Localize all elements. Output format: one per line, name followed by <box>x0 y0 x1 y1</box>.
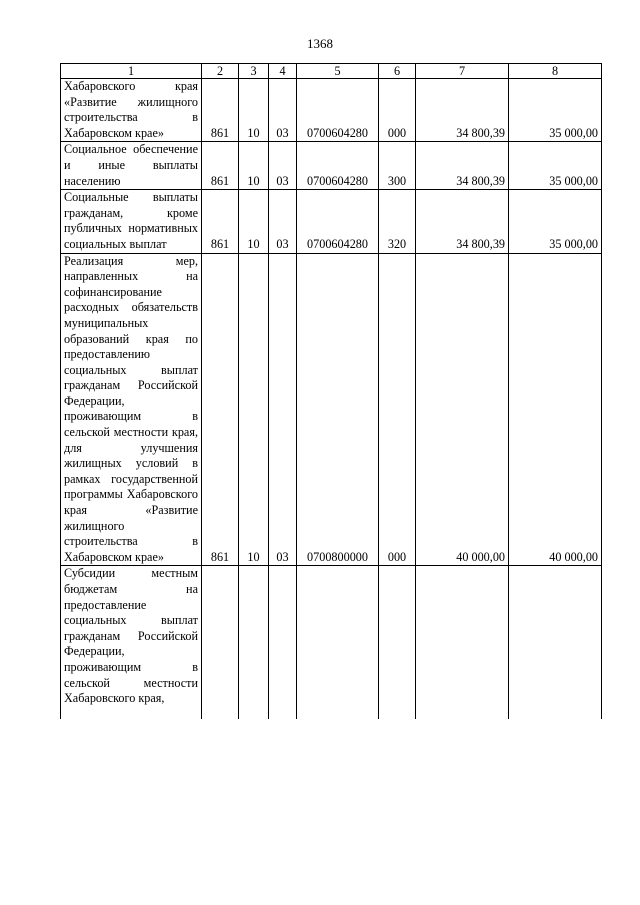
amount-cell: 34 800,39 <box>416 79 509 142</box>
amount-cell: 35 000,00 <box>509 79 602 142</box>
amount-cell: 35 000,00 <box>509 190 602 253</box>
empty-cell <box>379 566 416 720</box>
ministry-code-cell: 861 <box>202 253 239 566</box>
expense-type-cell: 320 <box>379 190 416 253</box>
amount-cell: 34 800,39 <box>416 142 509 190</box>
column-header: 7 <box>416 64 509 79</box>
ministry-code-cell: 861 <box>202 190 239 253</box>
expense-type-cell: 000 <box>379 253 416 566</box>
empty-cell <box>297 566 379 720</box>
empty-cell <box>416 566 509 720</box>
section-cell: 10 <box>239 79 269 142</box>
budget-table <box>60 63 602 719</box>
table-row <box>61 79 602 142</box>
empty-cell <box>509 566 602 720</box>
empty-cell <box>269 566 297 720</box>
column-header: 6 <box>379 64 416 79</box>
expense-type-cell: 300 <box>379 142 416 190</box>
column-header: 3 <box>239 64 269 79</box>
column-header: 5 <box>297 64 379 79</box>
subsection-cell: 03 <box>269 142 297 190</box>
item-name-cell: Реализация мер, направленных на софинансирование расходных обязательств муниципальных образований края по предоставлению социальных выплат гражданам Российской Федерации, проживающим в сельской местности края, для улучшения жилищных условий в рамках государственной программы Хабаровского края «Развитие жилищного строительства в Хабаровском крае» <box>61 253 202 566</box>
subsection-cell: 03 <box>269 79 297 142</box>
subsection-cell: 03 <box>269 190 297 253</box>
table-row <box>61 142 602 190</box>
expense-type-cell: 000 <box>379 79 416 142</box>
column-header: 4 <box>269 64 297 79</box>
amount-cell: 34 800,39 <box>416 190 509 253</box>
column-header: 1 <box>61 64 202 79</box>
section-cell: 10 <box>239 253 269 566</box>
ministry-code-cell: 861 <box>202 142 239 190</box>
amount-cell: 35 000,00 <box>509 142 602 190</box>
page-number: 1368 <box>307 36 333 51</box>
amount-cell: 40 000,00 <box>416 253 509 566</box>
item-name-cell: Социальные выплаты гражданам, кроме публичных нормативных социальных выплат <box>61 190 202 253</box>
table-row <box>61 190 602 253</box>
target-article-cell: 0700800000 <box>297 253 379 566</box>
empty-cell <box>202 566 239 720</box>
ministry-code-cell: 861 <box>202 79 239 142</box>
amount-cell: 40 000,00 <box>509 253 602 566</box>
table-row <box>61 566 602 720</box>
item-name-cell: Субсидии местным бюджетам на предоставление социальных выплат гражданам Российской Федерации, проживающим в сельской местности Хабаровского края, <box>61 566 202 720</box>
section-cell: 10 <box>239 142 269 190</box>
header-row <box>61 64 602 79</box>
target-article-cell: 0700604280 <box>297 79 379 142</box>
section-cell: 10 <box>239 190 269 253</box>
item-name-cell: Хабаровского края «Развитие жилищного строительства в Хабаровском крае» <box>61 79 202 142</box>
column-header: 2 <box>202 64 239 79</box>
column-header: 8 <box>509 64 602 79</box>
target-article-cell: 0700604280 <box>297 190 379 253</box>
subsection-cell: 03 <box>269 253 297 566</box>
empty-cell <box>239 566 269 720</box>
table-row <box>61 253 602 566</box>
target-article-cell: 0700604280 <box>297 142 379 190</box>
item-name-cell: Социальное обеспечение и иные выплаты населению <box>61 142 202 190</box>
